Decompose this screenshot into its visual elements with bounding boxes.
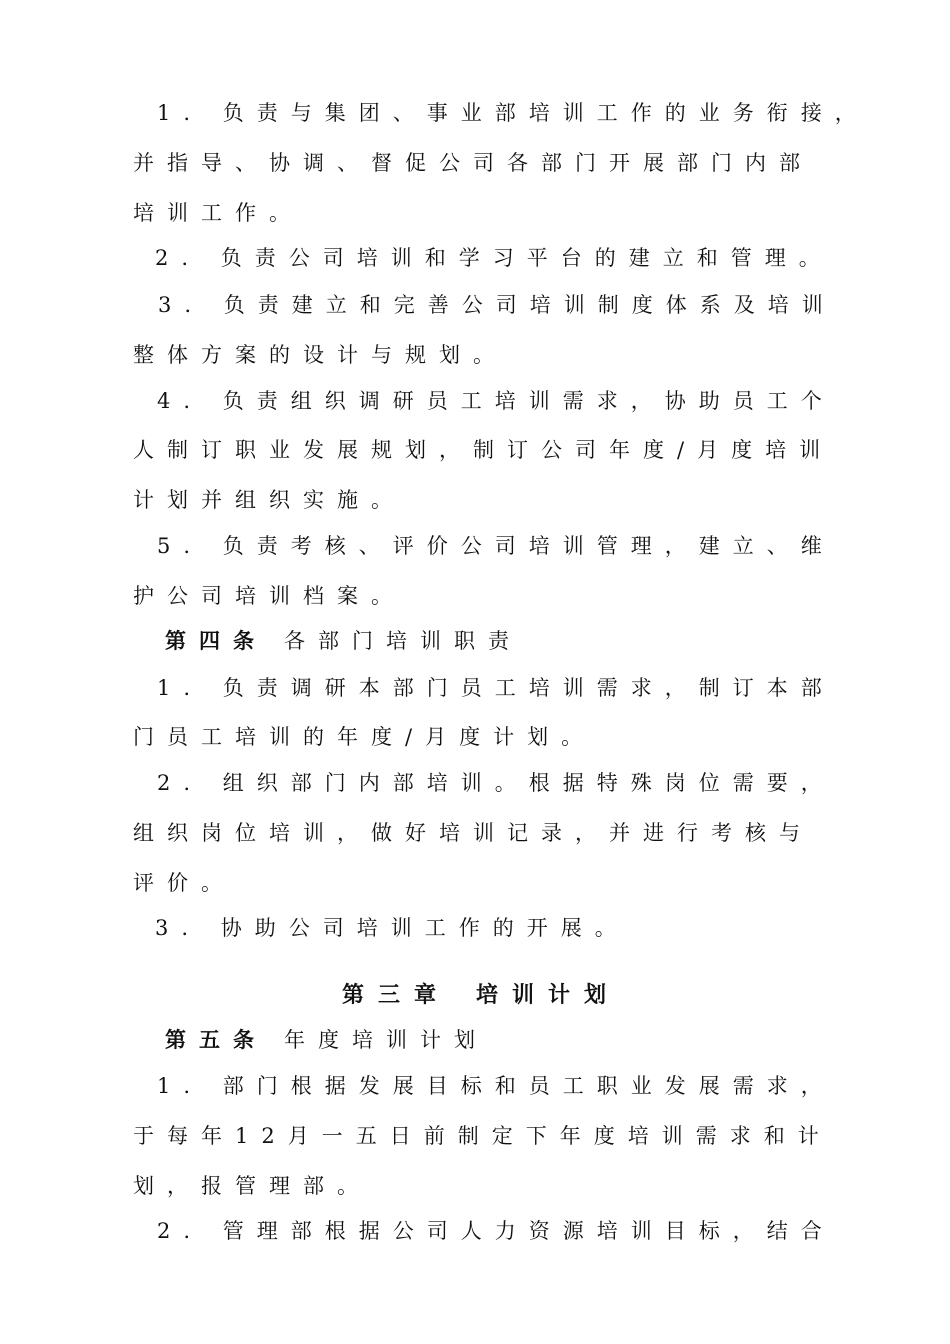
paragraph-line: 2. 组织部门内部培训。根据特殊岗位需要， xyxy=(157,771,835,795)
paragraph-line: 门员工培训的年度/月度计划。 xyxy=(133,725,596,749)
paragraph-line: 3. 协助公司培训工作的开展。 xyxy=(155,916,629,940)
chapter-title: 培训计划 xyxy=(476,982,621,1008)
paragraph-line: 1. 负责与集团、事业部培训工作的业务衔接， xyxy=(157,101,869,125)
paragraph-line: 评价。 xyxy=(133,871,235,895)
paragraph-line: 人制订职业发展规划，制订公司年度/月度培训 xyxy=(133,438,834,462)
article-heading: 第四条 xyxy=(165,628,267,653)
paragraph-line: 整体方案的设计与规划。 xyxy=(133,343,507,367)
paragraph-line: 1. 部门根据发展目标和员工职业发展需求， xyxy=(157,1074,835,1098)
paragraph-line: 2. 负责公司培训和学习平台的建立和管理。 xyxy=(155,246,833,270)
paragraph-line: 计划并组织实施。 xyxy=(133,488,405,512)
paragraph-line: 1. 负责调研本部门员工培训需求，制订本部 xyxy=(157,676,835,700)
paragraph-line: 并指导、协调、督促公司各部门开展部门内部 xyxy=(133,151,813,175)
chapter-title: 第三章 xyxy=(342,982,451,1008)
paragraph-line: 3. 负责建立和完善公司培训制度体系及培训 xyxy=(158,293,836,317)
paragraph-line: 年度培训计划 xyxy=(284,1028,488,1052)
paragraph-line: 组织岗位培训，做好培训记录，并进行考核与 xyxy=(133,821,813,845)
article-heading: 第五条 xyxy=(165,1027,267,1052)
paragraph-line: 2. 管理部根据公司人力资源培训目标，结合 xyxy=(157,1219,835,1243)
paragraph-line: 5. 负责考核、评价公司培训管理，建立、维 xyxy=(157,534,835,558)
paragraph-line: 培训工作。 xyxy=(133,201,303,225)
paragraph-line: 护公司培训档案。 xyxy=(133,584,405,608)
paragraph-line: 划，报管理部。 xyxy=(133,1174,371,1198)
paragraph-line: 于每年12月一五日前制定下年度培训需求和计 xyxy=(133,1124,832,1148)
paragraph-line: 各部门培训职责 xyxy=(284,629,522,653)
paragraph-line: 4. 负责组织调研员工培训需求，协助员工个 xyxy=(157,389,835,413)
